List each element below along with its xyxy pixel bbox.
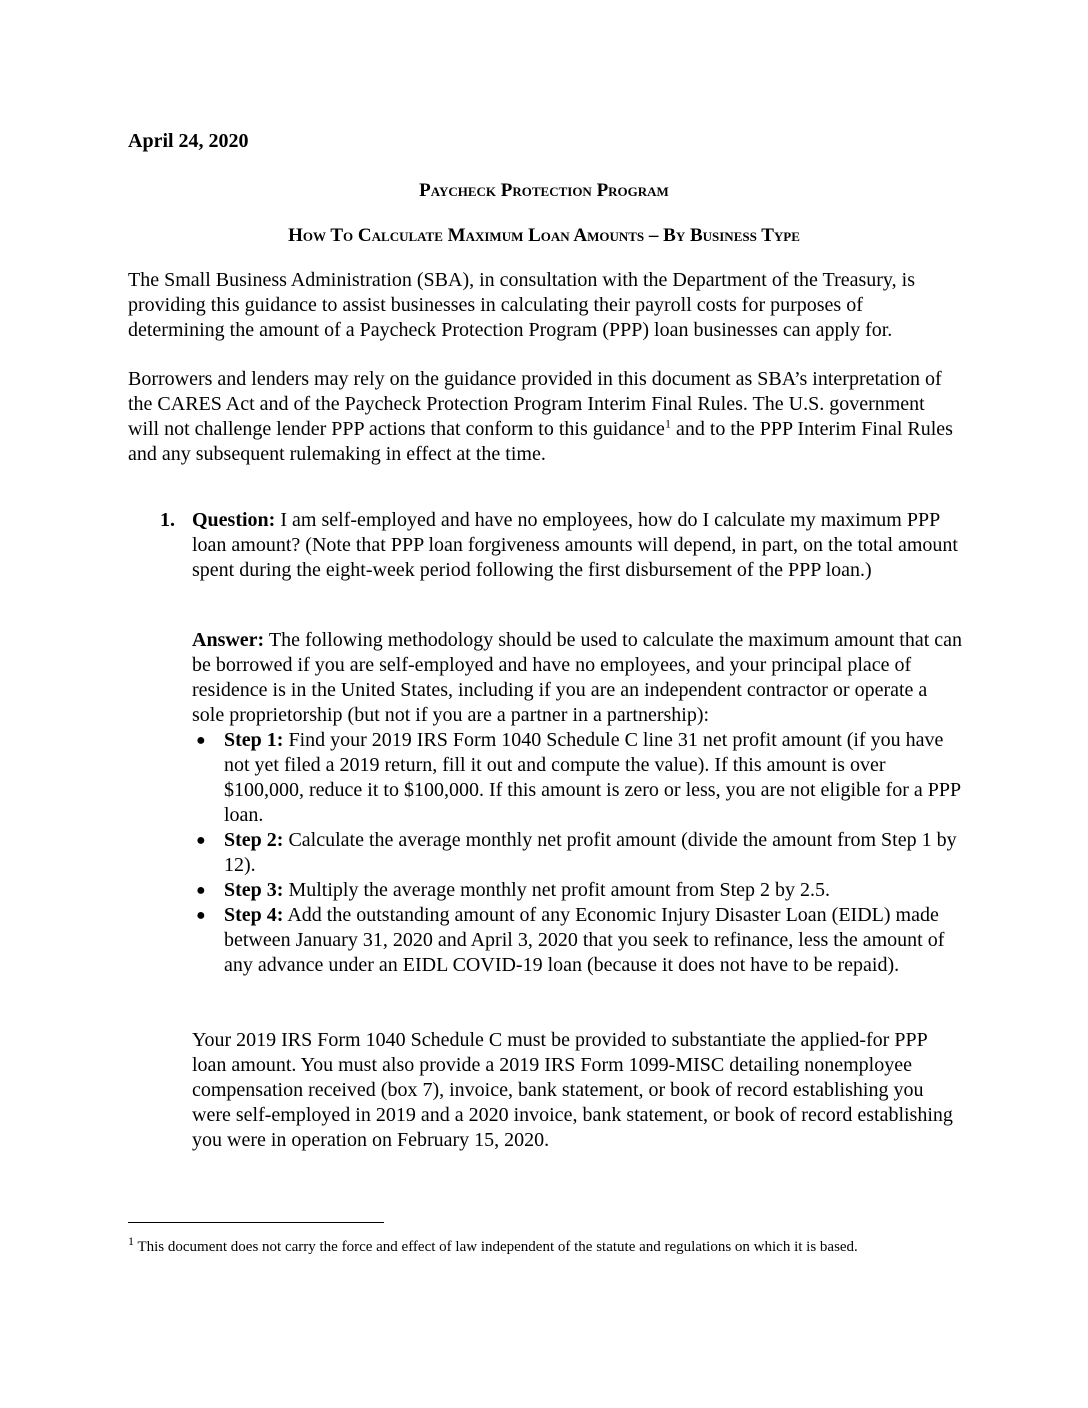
step-text: Calculate the average monthly net profit amount (divide the amount from Step 1 by 12). [224,829,957,876]
answer-paragraph [192,628,964,728]
bullet-icon: ● [196,732,206,749]
intro-paragraph: The Small Business Administration (SBA), in consultation with the Department of the Treasury, is providing this guidance to assist businesses in calculating their payroll costs for purposes of determining the amount of a Paycheck Protection Program (PPP) loan businesses can apply for. [128,269,915,341]
question-label: Question: [192,509,276,531]
step-label: Step 2: [224,829,284,851]
step-text: Find your 2019 IRS Form 1040 Schedule C line 31 net profit amount (if you have not yet filed a 2019 return, fill it out and compute the value). If this amount is over $100,000, reduce it to $100,000. If this amount is zero or less, you are not eligible for a PPP loan. [224,729,961,826]
bullet-icon: ● [196,882,206,899]
question-body [192,508,964,583]
list-item [192,878,964,903]
question-text: I am self-employed and have no employees, how do I calculate my maximum PPP loan amount? (Note that PPP loan forgiveness amounts will depend, in part, on the total amount spent during the eight-week period following the first disbursement of the PPP loan.) [192,509,958,581]
documentation-paragraph: Your 2019 IRS Form 1040 Schedule C must be provided to substantiate the applied-for PPP loan amount. You must also provide a 2019 IRS Form 1099-MISC detailing nonemployee compensation received (box 7), invoice, bank statement, or book of record establishing you were self-employed in 2019 and a 2020 invoice, bank statement, or book of record establishing you were in operation on February 15, 2020. [192,1029,953,1151]
footnote-divider [128,1222,384,1223]
reliance-text-2: and to the PPP Interim Final Rules and any subsequent rulemaking in effect at the time. [128,418,953,465]
footnote-reference: 1 [664,416,671,431]
reliance-paragraph [128,367,960,467]
reliance-text-1: Borrowers and lenders may rely on the guidance provided in this document as SBA’s interpretation of the CARES Act and of the Paycheck Protection Program Interim Final Rules. The U.S. government will not challenge lender PPP actions that conform to this guidance [128,368,942,440]
document-title: Paycheck Protection Program [419,180,669,201]
step-label: Step 1: [224,729,284,751]
step-label: Step 3: [224,879,284,901]
list-item [192,728,964,828]
answer-text: The following methodology should be used to calculate the maximum amount that can be borrowed if you are self-employed and have no employees, and your principal place of residence is in the United States, including if you are an independent contractor or operate a sole proprietorship (but not if you are a partner in a partnership): [192,629,963,726]
footnote-number: 1 [128,1234,134,1248]
step-text: Multiply the average monthly net profit amount from Step 2 by 2.5. [283,879,831,901]
answer-label: Answer: [192,629,265,651]
step-text: Add the outstanding amount of any Economic Injury Disaster Loan (EIDL) made between January 31, 2020 and April 3, 2020 that you seek to refinance, less the amount of any advance under an EIDL COVID-19 loan (because it does not have to be repaid). [224,904,945,976]
list-item [192,828,964,878]
steps-list [192,728,964,978]
bullet-icon: ● [196,907,206,924]
list-item [192,903,964,978]
question-number: 1. [160,509,175,531]
bullet-icon: ● [196,832,206,849]
step-label: Step 4: [224,904,284,926]
document-subtitle: How To Calculate Maximum Loan Amounts – By Business Type [288,225,800,246]
document-date: April 24, 2020 [128,130,249,152]
footnote [128,1234,956,1258]
footnote-text: This document does not carry the force and effect of law independent of the statute and regulations on which it is based. [134,1239,858,1255]
